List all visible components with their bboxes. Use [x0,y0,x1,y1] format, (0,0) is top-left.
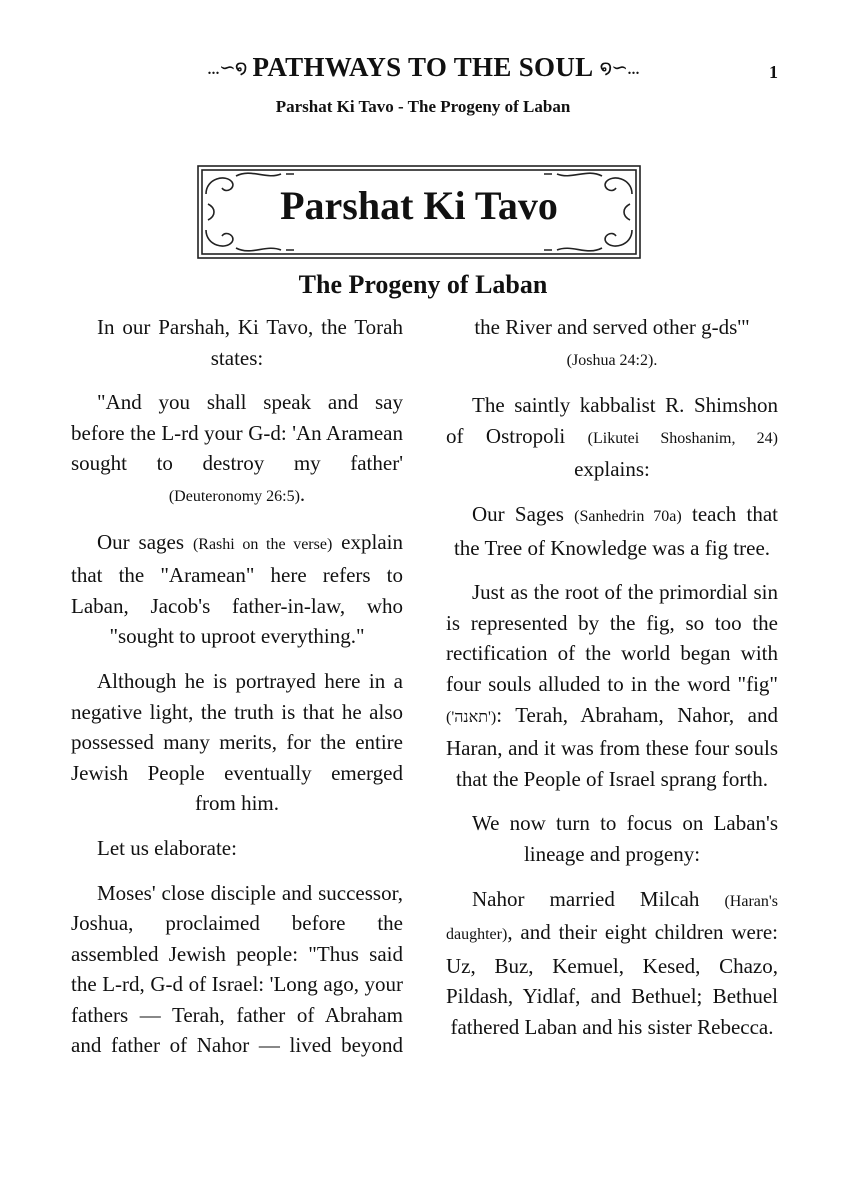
paragraph: We now turn to focus on Laban's lineage and progeny: [472,811,778,866]
paragraph: Let us elaborate: [97,835,237,860]
paragraph: Just as the root of the primordial sin is represented by the fig, so too the rectification of the world began with four souls alluded to in the word "fig" ('תאנה'): Terah, Abraham, Nahor, and Haran, and it was from these four souls that the People of Israel sprang forth. [446,580,778,791]
citation: ('תאנה') [446,708,497,726]
citation: (Likutei Shoshanim, 24) [587,429,778,447]
ornament-left-icon: ...∽໑ [206,57,247,79]
paragraph: The saintly kabbalist R. Shimshon of Ostropoli (Likutei Shoshanim, 24) explains: [446,393,778,482]
citation: (Haran's daughter) [446,892,778,944]
paragraph: Our Sages (Sanhedrin 70a) teach that the Tree of Knowledge was a fig tree. [453,501,778,560]
paragraph: the River and served other g-ds'" (Joshua 24:2). [474,315,750,369]
running-subtitle: Parshat Ki Tavo - The Progeny of Laban [275,97,571,116]
paragraph: "And you shall speak and say before the L-rd your G-d: 'An Aramean sought to destroy my father' (Deuteronomy 26:5). [71,390,403,506]
paragraph: Nahor married Milcah (Haran's daughter), and their eight children were: Uz, Buz, Kemuel, Kesed, Chazo, Pildash, Yidlaf, and Bethuel; Bethuel fathered Laban and his sister Rebecca. [446,886,778,1039]
parshah-title: Parshat Ki Tavo [280,183,558,228]
citation: (Rashi on the verse) [192,535,333,553]
left-column [71,312,403,1075]
paragraph: Our sages (Rashi on the verse) explain that the "Aramean" here refers to Laban, Jacob's father-in-law, who "sought to uproot everything." [71,529,403,649]
title-frame [196,164,642,260]
paragraph: Although he is portrayed here in a negative light, the truth is that he also possessed many merits, for the entire Jewish People eventually emerged from him. [71,668,403,816]
citation: (Joshua 24:2) [566,351,654,369]
paragraph: Moses' close disciple and successor, Joshua, proclaimed before the assembled Jewish people: "Thus said the L-rd, G-d of Israel: 'Long ago, your fathers — Terah, father of Abraham and father of Nahor — lived beyond [71,880,403,1058]
running-header [0,52,846,83]
page-number: 1 [769,62,778,82]
paragraph: In our Parshah, Ki Tavo, the Torah states: [97,315,403,370]
citation: (Sanhedrin 70a) [574,507,682,525]
right-column [446,312,778,1056]
ornament-right-icon: ໑∽... [599,57,640,79]
section-heading: The Progeny of Laban [298,270,548,299]
citation: (Deuteronomy 26:5) [168,487,300,505]
book-title: PATHWAYS TO THE SOUL [252,52,594,82]
